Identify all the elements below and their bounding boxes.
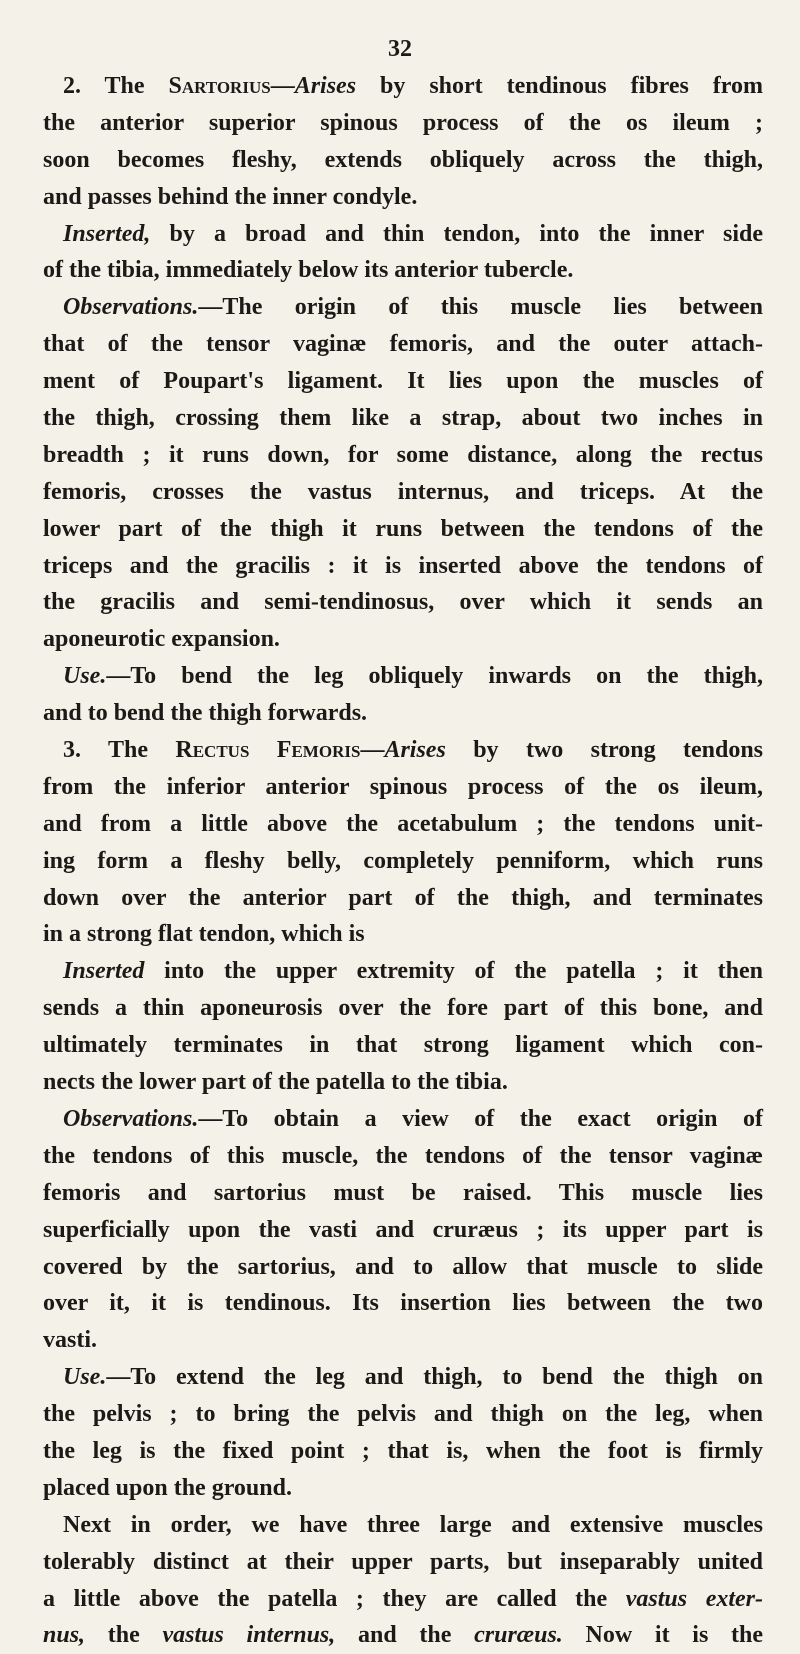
muscle-name: Rectus Femoris: [175, 737, 361, 764]
text-segment: down over the anterior part of the thigh, and terminates: [43, 884, 763, 911]
text-segment: by a broad and thin tendon, into the inner side: [150, 220, 763, 247]
text-segment: ing form a fleshy belly, completely penniform, which runs: [43, 847, 763, 874]
text-segment: superficially upon the vasti and cruræus ; its upper part is: [43, 1216, 763, 1243]
text-segment: that of the tensor vaginæ femoris, and the outer attach-: [43, 331, 763, 358]
text-line: [43, 289, 763, 326]
text-line: [43, 990, 763, 1027]
text-line: [43, 1212, 763, 1249]
text-segment: from the inferior anterior spinous process of the os ileum,: [43, 773, 763, 800]
text-segment: the pelvis ; to bring the pelvis and thigh on the leg, when: [43, 1401, 763, 1428]
text-segment: the anterior superior spinous process of the os ileum ;: [43, 109, 763, 136]
text-segment: the thigh, crossing them like a strap, about two inches in: [43, 405, 763, 432]
text-line: [43, 363, 763, 400]
italic-text: Inserted: [63, 958, 145, 985]
italic-text: cruræus.: [474, 1622, 563, 1649]
text-line: [43, 1433, 763, 1470]
text-line: [43, 1027, 763, 1064]
text-segment: breadth ; it runs down, for some distance, along the rectus: [43, 441, 763, 468]
text-line: [43, 621, 763, 658]
text-segment: of the tibia, immediately below its anterior tubercle.: [43, 257, 574, 284]
text-segment: —: [360, 737, 385, 764]
text-line: [43, 732, 763, 769]
text-segment: ment of Poupart's ligament. It lies upon the muscles of: [43, 368, 763, 395]
text-segment: ultimately terminates in that strong ligament which con-: [43, 1032, 763, 1059]
text-line: [43, 953, 763, 990]
text-segment: triceps and the gracilis : it is inserted above the tendons of: [43, 552, 763, 579]
page-number: 32: [388, 36, 412, 62]
text-line: [43, 1470, 763, 1507]
text-segment: vasti.: [43, 1327, 97, 1354]
text-line: [43, 1359, 763, 1396]
text-line: [43, 584, 763, 621]
text-line: [43, 658, 763, 695]
text-line: [43, 880, 763, 917]
italic-text: nus,: [43, 1622, 86, 1649]
text-segment: tolerably distinct at their upper parts, but inseparably united: [43, 1548, 763, 1575]
body-text: [43, 68, 763, 1654]
text-segment: the tendons of this muscle, the tendons of the tensor vaginæ: [43, 1142, 763, 1169]
text-segment: and passes behind the inner condyle.: [43, 183, 418, 210]
text-segment: by short tendinous fibres from: [356, 73, 763, 99]
text-line: [43, 400, 763, 437]
text-segment: lower part of the thigh it runs between the tendons of the: [43, 515, 763, 542]
text-line: [43, 252, 763, 289]
text-line: [43, 1064, 763, 1101]
text-line: [43, 1101, 763, 1138]
italic-text: vastus exter-: [625, 1585, 763, 1612]
text-segment: placed upon the ground.: [43, 1474, 292, 1501]
text-segment: Now it is the: [562, 1622, 764, 1649]
text-segment: the: [85, 1622, 163, 1649]
text-segment: —To bend the leg obliquely inwards on the thigh,: [106, 663, 763, 690]
text-line: [43, 1544, 763, 1581]
text-line: [43, 68, 763, 105]
text-segment: a little above the patella ; they are called the: [43, 1585, 626, 1612]
italic-text: Arises: [384, 737, 446, 764]
text-line: [43, 511, 763, 548]
text-line: [43, 806, 763, 843]
text-segment: the gracilis and semi-tendinosus, over which it sends an: [43, 589, 763, 616]
text-segment: sends a thin aponeurosis over the fore part of this bone, and: [43, 995, 763, 1022]
text-line: [43, 216, 763, 253]
text-segment: nects the lower part of the patella to the tibia.: [43, 1069, 508, 1096]
text-line: [43, 1249, 763, 1286]
text-segment: 3. The: [63, 737, 176, 764]
text-segment: soon becomes fleshy, extends obliquely across the thigh,: [43, 146, 763, 173]
text-line: [43, 769, 763, 806]
text-segment: femoris and sartorius must be raised. This muscle lies: [43, 1179, 763, 1206]
text-segment: —: [270, 73, 295, 99]
text-segment: and to bend the thigh forwards.: [43, 700, 368, 727]
text-segment: the leg is the fixed point ; that is, when the foot is firmly: [43, 1437, 763, 1464]
text-segment: into the upper extremity of the patella ; it then: [144, 958, 763, 985]
text-line: [43, 1138, 763, 1175]
text-line: [43, 326, 763, 363]
text-line: [43, 1581, 763, 1618]
text-segment: Next in order, we have three large and extensive muscles: [63, 1511, 763, 1538]
text-line: [43, 843, 763, 880]
text-line: [43, 1285, 763, 1322]
italic-text: Use.: [63, 1364, 107, 1391]
text-segment: over it, it is tendinous. Its insertion lies between the two: [43, 1290, 763, 1317]
italic-text: Arises: [294, 73, 357, 99]
text-line: [43, 1175, 763, 1212]
text-line: [43, 1396, 763, 1433]
text-line: [43, 916, 763, 953]
italic-text: Observations.: [63, 1105, 199, 1132]
text-line: [43, 548, 763, 585]
text-segment: in a strong flat tendon, which is: [43, 921, 365, 948]
text-line: [43, 695, 763, 732]
text-line: [43, 437, 763, 474]
text-line: [43, 1617, 763, 1654]
italic-text: Inserted,: [63, 220, 151, 247]
text-segment: and from a little above the acetabulum ; the tendons unit-: [43, 810, 763, 837]
text-line: [43, 105, 763, 142]
text-segment: aponeurotic expansion.: [43, 626, 280, 653]
text-segment: —To obtain a view of the exact origin of: [198, 1105, 763, 1132]
text-line: [43, 474, 763, 511]
text-segment: 2. The: [63, 73, 169, 99]
text-line: [43, 1322, 763, 1359]
text-segment: by two strong tendons: [445, 737, 764, 764]
text-segment: —The origin of this muscle lies between: [198, 294, 763, 321]
text-line: [43, 142, 763, 179]
text-segment: and the: [335, 1622, 475, 1649]
italic-text: vastus internus,: [162, 1622, 336, 1649]
text-segment: covered by the sartorius, and to allow that muscle to slide: [43, 1253, 763, 1280]
italic-text: Use.: [63, 663, 107, 690]
italic-text: Observations.: [63, 294, 199, 321]
text-segment: —To extend the leg and thigh, to bend the thigh on: [106, 1364, 763, 1391]
muscle-name: Sartorius: [168, 73, 271, 99]
text-segment: femoris, crosses the vastus internus, and triceps. At the: [43, 478, 763, 505]
text-line: [43, 1507, 763, 1544]
text-line: [43, 179, 763, 216]
